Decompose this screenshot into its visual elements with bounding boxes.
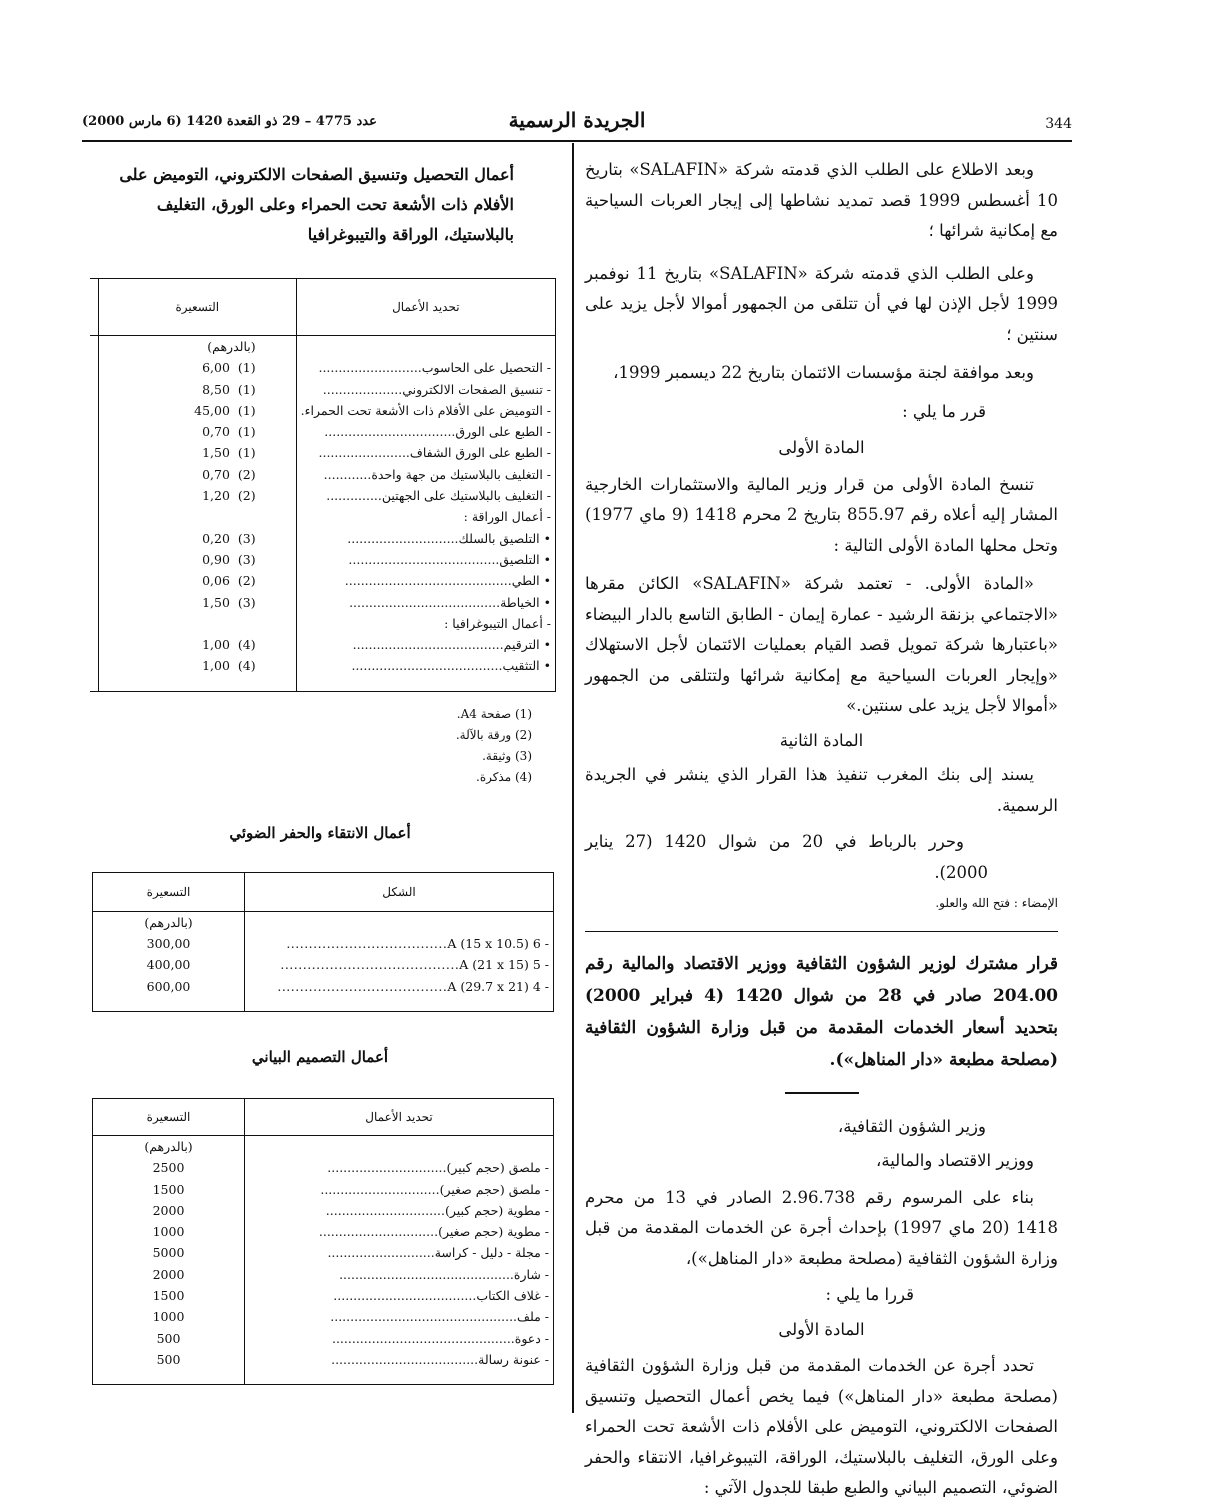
item-cell xyxy=(296,549,555,570)
table-row xyxy=(90,549,556,570)
price-value: 1,00 xyxy=(202,637,230,653)
price-value: 2000 xyxy=(152,1266,185,1282)
decree-title: قرار مشترك لوزير الشؤون الثقافية ووزير الاقتصاد والمالية رقم 204.00 صادر في 28 من شوال 1420 (4 فبراير 2000) بتحديد أسعار الخدمات المقدمة من قبل وزارة الشؤون الثقافية (مصلحة مطبعة «دار المناهل»). xyxy=(585,953,1059,1070)
table-row xyxy=(93,1328,554,1349)
table-row xyxy=(93,933,554,954)
item-cell xyxy=(245,976,554,997)
leader-dots: .............................. xyxy=(318,1224,439,1240)
table-row xyxy=(90,400,556,421)
item-cell xyxy=(245,1157,554,1178)
paragraph: تحدد أجرة عن الخدمات المقدمة من قبل وزارة الشؤون الثقافية (مصلحة مطبعة «دار المناهل») فيما يخص أعمال التحصيل وتنسيق الصفحات الالكتروني، التوميض على الأفلام ذات الأشعة تحت الحمراء وعلى الورق، التغليف بالبلاستيك، الوراقة، التيبوغرافيا، الانتقاء والحفر الضوئي، التصميم البياني والطبع طبقا للجدول الآتي : xyxy=(585,1356,1058,1497)
section-title: أعمال التحصيل وتنسيق الصفحات الالكتروني، التوميض على الأفلام ذات الأشعة تحت الحمراء وعلى الورق، التغليف بالبلاستيك، الوراقة والتيبوغرافيا xyxy=(119,165,514,244)
table-row xyxy=(90,506,556,527)
column-header: التسعيرة xyxy=(93,872,245,911)
paragraph: وبعد الاطلاع على الطلب الذي قدمته شركة «SALAFIN» بتاريخ 10 أغسطس 1999 قصد تمديد نشاطها إلى إيجار العربات السياحية مع إمكانية شرائها ؛ xyxy=(585,160,1058,240)
item-label: - ملصق (حجم صغير) xyxy=(439,1181,549,1197)
table-row xyxy=(93,1200,554,1221)
section-separator xyxy=(585,931,1058,932)
article-heading: المادة الثانية xyxy=(779,730,864,750)
note-ref: (3) xyxy=(237,551,256,567)
page-header xyxy=(82,108,1072,138)
item-cell xyxy=(296,655,555,676)
item-cell xyxy=(296,613,555,634)
note-ref: (1) xyxy=(237,360,256,376)
item-label: - تنسيق الصفحات الالكتروني xyxy=(402,381,551,397)
price-table-1 xyxy=(90,278,556,692)
paragraph: ووزير الاقتصاد والمالية، xyxy=(876,1151,1034,1170)
price-cell xyxy=(99,400,297,421)
paragraph: وعلى الطلب الذي قدمته شركة «SALAFIN» بتاريخ 11 نوفمبر 1999 لأجل الإذن لها في أن تتلقى من الجمهور أموالا لأجل يزيد على سنتين ؛ xyxy=(585,263,1058,344)
price-cell xyxy=(99,485,297,506)
price-value: 400,00 xyxy=(146,957,191,973)
footnote: (4) مذكرة. xyxy=(476,769,532,784)
section-title: أعمال التصميم البياني xyxy=(251,1047,389,1066)
item-label: - دعوة xyxy=(514,1330,549,1346)
column-divider xyxy=(572,143,574,1413)
price-table-2 xyxy=(92,872,554,1012)
price-value: 500 xyxy=(156,1351,181,1367)
paragraph: قرر ما يلي : xyxy=(902,401,986,421)
leader-dots: .................... xyxy=(322,381,403,397)
item-label: - الطبع على الورق الشفاف xyxy=(409,445,551,461)
price-value: 0,20 xyxy=(202,530,230,546)
leader-dots: ...................................... xyxy=(277,978,448,994)
item-label: - التوميض على الأفلام ذات الأشعة تحت الحمراء xyxy=(304,402,551,418)
item-label: • التلصيق بالسلك xyxy=(458,530,551,546)
table-bottom xyxy=(90,677,556,692)
item-label: - مطوية (حجم كبير) xyxy=(445,1202,549,1218)
table-row xyxy=(93,1242,554,1263)
item-cell xyxy=(245,1242,554,1263)
leader-dots: .......................................... xyxy=(344,573,512,589)
price-value: 0,06 xyxy=(202,573,230,589)
price-cell xyxy=(99,528,297,549)
paragraph: يسند إلى بنك المغرب تنفيذ هذا القرار الذي ينشر في الجريدة الرسمية. xyxy=(585,765,1058,815)
item-label: - الطبع على الورق xyxy=(455,424,551,440)
price-value: 45,00 xyxy=(194,402,230,418)
column-header: تحديد الأعمال xyxy=(296,279,555,336)
item-cell xyxy=(245,1179,554,1200)
note-ref: (4) xyxy=(237,658,256,674)
section-title: أعمال الانتقاء والحفر الضوئي xyxy=(229,823,411,842)
item-label: - مجلة - دليل - كراسة xyxy=(434,1245,549,1261)
price-value: 500 xyxy=(156,1330,181,1346)
price-cell xyxy=(99,506,297,527)
price-cell xyxy=(93,933,245,954)
price-table-3 xyxy=(92,1098,554,1385)
note-ref: (1) xyxy=(237,402,256,418)
table-row xyxy=(93,1264,554,1285)
paragraph: قررا ما يلي : xyxy=(825,1285,914,1304)
article-heading: المادة الأولى xyxy=(778,438,865,457)
price-cell xyxy=(99,549,297,570)
price-value: 1000 xyxy=(152,1224,185,1240)
price-cell xyxy=(99,379,297,400)
paragraph: وبعد موافقة لجنة مؤسسات الائتمان بتاريخ 22 ديسمبر 1999، xyxy=(613,363,1034,382)
table-row xyxy=(90,528,556,549)
price-cell xyxy=(99,592,297,613)
unit-label: (بالدرهم) xyxy=(99,336,297,358)
price-cell xyxy=(99,421,297,442)
leader-dots: .......................... xyxy=(318,360,422,376)
leader-dots: ............................................... xyxy=(330,1309,518,1325)
price-value: 5000 xyxy=(152,1245,185,1261)
leader-dots: ............ xyxy=(323,466,372,482)
item-cell xyxy=(296,357,555,378)
item-cell xyxy=(245,1285,554,1306)
price-value: 1500 xyxy=(152,1288,185,1304)
table-row xyxy=(93,1157,554,1178)
signature: الإمضاء : فتح الله والعلو. xyxy=(935,896,1058,910)
price-value: 0,70 xyxy=(202,424,230,440)
price-cell xyxy=(93,1306,245,1327)
item-cell xyxy=(296,421,555,442)
leader-dots: .................................... xyxy=(333,1288,477,1304)
item-cell xyxy=(296,400,555,421)
leader-dots: ...................................... xyxy=(349,594,501,610)
empty-cell xyxy=(245,997,554,1012)
column-header: التسعيرة xyxy=(93,1098,245,1135)
item-label: - التغليف بالبلاستيك على الجهتين xyxy=(381,488,551,504)
item-cell xyxy=(296,570,555,591)
paragraph: بناء على المرسوم رقم 2.96.738 الصادر في 13 من محرم 1418 (20 ماي 1997) بإحداث أجرة عن الخدمات المقدمة من قبل وزارة الشؤون الثقافية (مصلحة مطبعة «دار المناهل»)، xyxy=(585,1187,1058,1268)
item-cell xyxy=(245,1306,554,1327)
price-cell xyxy=(99,655,297,676)
title-separator xyxy=(785,1092,859,1094)
issue-info: عدد 4775 – 29 ذو القعدة 1420 (6 مارس 2000) xyxy=(82,114,377,129)
table-row xyxy=(90,592,556,613)
note-ref: (2) xyxy=(237,573,256,589)
header-rule xyxy=(82,140,1072,142)
article-heading: المادة الأولى xyxy=(778,1319,865,1339)
table-row xyxy=(90,485,556,506)
footnote: (1) صفحة A4. xyxy=(456,706,532,721)
item-cell xyxy=(296,442,555,463)
item-label: - ملف xyxy=(517,1309,549,1325)
leader-dots: .............................. xyxy=(320,1181,440,1197)
item-label: - عنونة رسالة xyxy=(478,1351,549,1367)
footnotes xyxy=(82,704,532,788)
item-label: - غلاف الكتاب xyxy=(476,1288,549,1304)
note-ref: (1) xyxy=(237,381,256,397)
price-cell xyxy=(93,1328,245,1349)
price-cell xyxy=(99,442,297,463)
item-label: - ملصق (حجم كبير) xyxy=(446,1160,549,1176)
empty-cell xyxy=(99,677,297,692)
journal-title: الجريدة الرسمية xyxy=(508,108,646,132)
price-cell xyxy=(93,976,245,997)
item-label: - مطوية (حجم صغير) xyxy=(438,1224,549,1240)
leader-dots: ...................................... xyxy=(348,551,500,567)
item-cell xyxy=(296,506,555,527)
price-value: 600,00 xyxy=(146,978,191,994)
item-cell xyxy=(245,933,554,954)
price-cell xyxy=(93,1221,245,1242)
table-row xyxy=(93,976,554,997)
leader-dots: ...................................... xyxy=(351,658,503,674)
note-ref: (3) xyxy=(237,594,256,610)
leader-dots: ........................... xyxy=(327,1245,435,1261)
table-row xyxy=(90,655,556,676)
price-cell xyxy=(93,1285,245,1306)
empty-cell xyxy=(93,997,245,1012)
leader-dots: ..................................... xyxy=(331,1351,479,1367)
page-number: 344 xyxy=(1045,116,1072,132)
price-cell xyxy=(99,357,297,378)
price-cell xyxy=(93,954,245,975)
price-cell xyxy=(99,613,297,634)
empty-cell xyxy=(93,1370,245,1385)
table-row xyxy=(90,442,556,463)
leader-dots: ............................................ xyxy=(339,1266,514,1282)
price-value: 0,90 xyxy=(202,551,230,567)
price-value: 300,00 xyxy=(146,936,191,952)
item-label: - 5 A (21 x 15) xyxy=(459,957,549,973)
price-value: 1,20 xyxy=(202,488,230,504)
price-value: 1,50 xyxy=(202,445,230,461)
item-cell xyxy=(296,592,555,613)
leader-dots: ........................................ xyxy=(280,957,460,973)
leader-dots: ...................................... xyxy=(352,637,504,653)
column-header: تحديد الأعمال xyxy=(245,1098,554,1135)
price-cell xyxy=(93,1349,245,1370)
table-row xyxy=(90,634,556,655)
item-label: - 6 A (15 x 10.5) xyxy=(447,936,549,952)
leader-dots: . xyxy=(300,402,305,418)
right-column xyxy=(585,155,1058,1504)
leader-dots: .............................................. xyxy=(331,1330,515,1346)
price-cell xyxy=(93,1179,245,1200)
paragraph: تنسخ المادة الأولى من قرار وزير المالية والاستثمارات الخارجية المشار إليه أعلاه رقم 855.97 بتاريخ 2 محرم 1418 (9 ماي 1977) وتحل محلها المادة الأولى التالية : xyxy=(585,474,1058,555)
price-value: 8,50 xyxy=(202,381,230,397)
paragraph: وزير الشؤون الثقافية، xyxy=(837,1116,986,1136)
price-cell xyxy=(99,634,297,655)
item-label: - أعمال الوراقة : xyxy=(463,509,551,525)
price-value: 6,00 xyxy=(202,360,230,376)
price-value: 2500 xyxy=(152,1160,185,1176)
table-row xyxy=(90,464,556,485)
table-row xyxy=(93,1179,554,1200)
table-row xyxy=(90,570,556,591)
item-label: - 4 A (29.7 x 21) xyxy=(447,978,549,994)
item-cell xyxy=(245,1221,554,1242)
item-label: • التثقيب xyxy=(502,658,551,674)
price-cell xyxy=(99,464,297,485)
item-cell xyxy=(296,464,555,485)
price-value: 1,00 xyxy=(202,658,230,674)
leader-dots: ................................. xyxy=(324,424,456,440)
note-ref: (2) xyxy=(237,466,256,482)
price-value: 0,70 xyxy=(202,466,230,482)
item-label: • الخياطة xyxy=(500,594,551,610)
table-row xyxy=(93,1349,554,1370)
item-cell xyxy=(245,1200,554,1221)
item-label: • التلصيق xyxy=(499,551,551,567)
unit-label: (بالدرهم) xyxy=(93,911,245,933)
note-ref: (2) xyxy=(237,488,256,504)
item-label: - أعمال التيبوغرافيا : xyxy=(444,615,551,631)
footnote: (2) ورقة بالآلة. xyxy=(455,727,532,742)
price-cell xyxy=(93,1157,245,1178)
item-cell xyxy=(245,1264,554,1285)
column-header: التسعيرة xyxy=(99,279,297,336)
table-row xyxy=(90,613,556,634)
leader-dots: .............. xyxy=(326,488,382,504)
leader-dots: .................................... xyxy=(286,936,448,952)
price-cell xyxy=(93,1200,245,1221)
price-value: 1,50 xyxy=(202,594,230,610)
paragraph: «المادة الأولى. - تعتمد شركة «SALAFIN» الكائن مقرها «الاجتماعي بزنقة الرشيد - عمارة إيمان - الطابق التاسع بالدار البيضاء «باعتبارها شركة تمويل قصد القيام بعمليات الائتمان لأجل الاستهلاك «وإيجار العربات السياحية مع إمكانية شرائها ولتتلقى من الجمهور «أموالا لأجل يزيد على سنتين.» xyxy=(585,574,1058,715)
note-ref: (1) xyxy=(237,424,256,440)
table-row xyxy=(90,357,556,378)
empty-cell xyxy=(245,1370,554,1385)
price-cell xyxy=(93,1242,245,1263)
price-cell xyxy=(99,570,297,591)
unit-label: (بالدرهم) xyxy=(93,1135,245,1157)
column-header: الشكل xyxy=(245,872,554,911)
leader-dots: .............................. xyxy=(325,1202,445,1218)
item-label: - التحصيل على الحاسوب xyxy=(421,360,551,376)
price-cell xyxy=(93,1264,245,1285)
item-cell xyxy=(296,379,555,400)
note-ref: (4) xyxy=(237,637,256,653)
item-cell xyxy=(245,1349,554,1370)
price-value: 2000 xyxy=(152,1202,185,1218)
left-column xyxy=(82,160,558,1385)
item-label: • الترقيم xyxy=(503,637,551,653)
item-cell xyxy=(296,634,555,655)
table-row xyxy=(93,1285,554,1306)
empty-cell xyxy=(296,677,555,692)
item-label: - شارة xyxy=(513,1266,549,1282)
price-value: 1000 xyxy=(152,1309,185,1325)
leader-dots: .............................. xyxy=(327,1160,447,1176)
paragraph: وحرر بالرباط في 20 من شوال 1420 (27 يناير 2000). xyxy=(585,832,988,882)
item-label: • الطي xyxy=(511,573,551,589)
item-cell xyxy=(296,528,555,549)
item-cell xyxy=(245,1328,554,1349)
leader-dots: ............................ xyxy=(347,530,459,546)
item-label: - التغليف بالبلاستيك من جهة واحدة xyxy=(371,466,551,482)
note-ref: (3) xyxy=(237,530,256,546)
table-bottom xyxy=(93,1370,554,1385)
table-row xyxy=(90,421,556,442)
item-cell xyxy=(296,485,555,506)
table-row xyxy=(93,954,554,975)
price-value: 1500 xyxy=(152,1181,185,1197)
item-cell xyxy=(245,954,554,975)
footnote: (3) وثيقة. xyxy=(482,748,532,763)
table-row xyxy=(93,1306,554,1327)
note-ref: (1) xyxy=(237,445,256,461)
table-row xyxy=(93,1221,554,1242)
leader-dots: ....................... xyxy=(318,445,410,461)
table-row xyxy=(90,379,556,400)
table-bottom xyxy=(93,997,554,1012)
